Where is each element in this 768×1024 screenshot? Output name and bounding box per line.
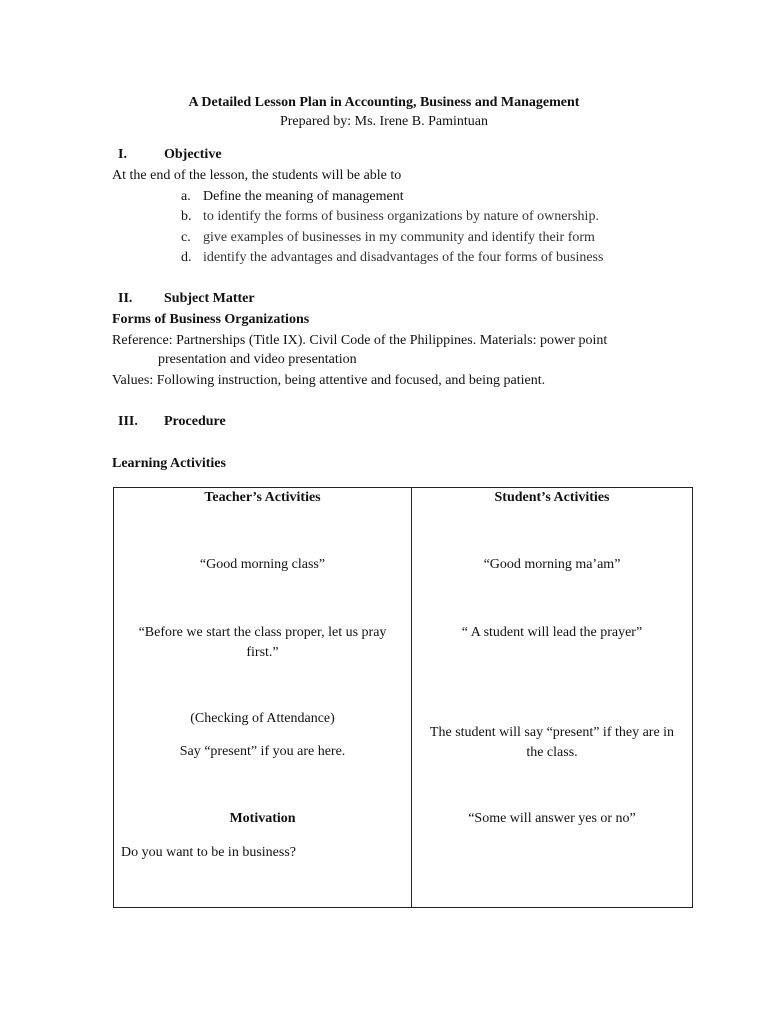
item-letter: a.	[181, 189, 191, 204]
item-text: to identify the forms of business organizations by nature of ownership.	[203, 209, 599, 224]
section-subject-matter-heading	[118, 289, 255, 309]
section-number: I.	[118, 147, 127, 162]
student-present-line: The student will say “present” if they are in	[429, 725, 675, 740]
subject-topic: Forms of Business Organizations	[112, 312, 310, 327]
objective-intro: At the end of the lesson, the students will be able to	[112, 168, 402, 183]
reference-line-continued: presentation and video presentation	[158, 352, 357, 367]
section-number: II.	[118, 291, 133, 306]
student-greeting: “Good morning ma’am”	[483, 557, 621, 572]
item-text: give examples of businesses in my community and identify their form	[203, 230, 595, 245]
student-present-line: the class.	[526, 745, 578, 760]
student-answer: “Some will answer yes or no”	[468, 811, 636, 826]
section-title: Objective	[164, 147, 222, 162]
section-title: Procedure	[164, 414, 226, 429]
reference-line: Reference: Partnerships (Title IX). Civil Code of the Philippines. Materials: power point	[112, 333, 608, 348]
teacher-question: Do you want to be in business?	[121, 845, 296, 860]
item-letter: d.	[181, 250, 192, 265]
section-objective-heading	[118, 145, 222, 165]
prepared-by: Prepared by: Ms. Irene B. Pamintuan	[279, 114, 488, 129]
item-text: Define the meaning of management	[203, 189, 404, 204]
item-text: identify the advantages and disadvantages of the four forms of business	[203, 250, 604, 265]
item-letter: b.	[181, 209, 192, 224]
student-activities-header: Student’s Activities	[494, 490, 610, 505]
student-activities-cell	[412, 488, 693, 908]
teacher-activities-header: Teacher’s Activities	[204, 490, 321, 505]
section-number: III.	[118, 414, 138, 429]
motivation-heading: Motivation	[229, 811, 296, 826]
teacher-say-present: Say “present” if you are here.	[179, 744, 346, 759]
objective-item	[181, 207, 599, 227]
teacher-prayer-line: “Before we start the class proper, let us pray	[138, 625, 387, 640]
objective-item	[181, 228, 595, 248]
objective-item	[181, 187, 404, 207]
learning-activities-table	[113, 487, 693, 908]
teacher-activities-cell	[114, 488, 412, 908]
values-line: Values: Following instruction, being attentive and focused, and being patient.	[112, 373, 546, 388]
teacher-prayer-line: first.”	[246, 645, 279, 660]
objective-item	[181, 248, 603, 268]
document-title: A Detailed Lesson Plan in Accounting, Business and Management	[188, 95, 580, 110]
student-prayer: “ A student will lead the prayer”	[461, 625, 643, 640]
item-letter: c.	[181, 230, 191, 245]
teacher-attendance: (Checking of Attendance)	[190, 711, 335, 726]
section-procedure-heading	[118, 412, 226, 432]
teacher-greeting: “Good morning class”	[199, 557, 326, 572]
section-title: Subject Matter	[164, 291, 255, 306]
learning-activities-heading: Learning Activities	[112, 456, 226, 471]
